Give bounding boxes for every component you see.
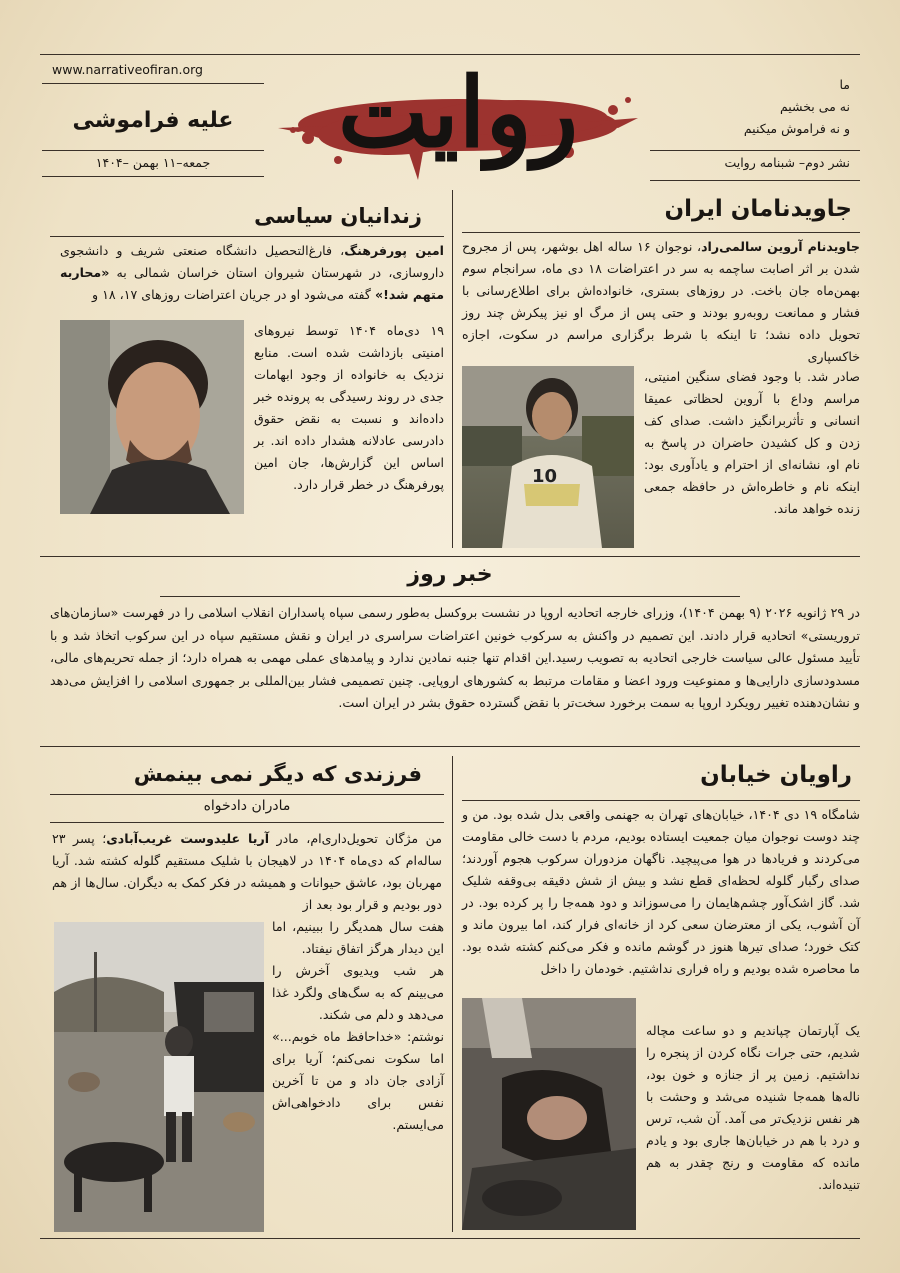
rule: [462, 800, 860, 801]
street-body-top: شامگاه ۱۹ دی ۱۴۰۴، خیابان‌های تهران به جهنمی واقعی بدل شده بود. من و چند دوست نوجوان میان جمعیت ایستاده بودیم، مردم با دست خالی مقاومت می‌کردند و فریادها در هوا می‌پیچید. ناگهان مزدوران سرکوب هجوم آوردند؛ صدای رگبار گلوله لحظه‌ای قطع نشد و بیش از شش دقیقه بی‌وقفه شلیک شد. گاز اشک‌آور چشم‌هایمان را می‌سوزاند و دود همه‌جا را پر کرده بود. در آن آشوب، یکی از معترضان سعی کرد از خانه‌ای فرار کند، اما بیرون ماند و کتک خورد؛ صدای تیرها هنوز در گوشم مانده و فکر می‌کنم کشته شده بود. ما محاصره شده بودیم و راه فراری نداشتیم. خودمان را داخل: [462, 807, 860, 976]
motto-line: نه می بخشیم: [779, 99, 850, 114]
mothers-text: ؛ پسر ۲۳ ساله‌ام که دی‌ماه ۱۴۰۴ در لاهیجان با شلیک مستقیم گلوله کشته شد. آریا مهربان بود، عاشق حیوانات و همیشه در فکر کمک به دیگران. سال‌ها از هم دور بودیم و قرار بود بعد از: [52, 831, 442, 912]
motto-line: و نه فراموش میکنیم: [743, 121, 850, 136]
logo: [268, 40, 648, 200]
rule: [50, 822, 444, 823]
mothers-side-para: نوشتم: «خداحافظ ماه خوبم...» اما سکوت نمی‌کنم؛ آریا برای آزادی جان داد و من تا آخرین نفس برای دادخواهی‌اش می‌ایستم.: [272, 1029, 444, 1132]
edition: نشر دوم– شبنامه روایت: [724, 155, 850, 170]
rule: [160, 596, 740, 597]
rule: [462, 232, 860, 233]
martyrs-body-side: صادر شد. با وجود فضای سنگین امنیتی، مراسم وداع با آروین لحظاتی عمیقا انسانی و تأثربرانگیز داشت. صدای کف زدن و کل کشیدن حاضران در پاسخ به نام او، نشانه‌ای از احترام و یادآوری بود: اینکه نام و خاطره‌اش در حافظه جمعی زنده خواهد ماند.: [644, 369, 860, 516]
rule: [50, 236, 444, 237]
prisoner-name: امین پورفرهنگ: [344, 243, 444, 258]
prisoners-body-top: [60, 240, 444, 306]
martyrs-title: جاویدنامان ایران: [664, 196, 852, 222]
mothers-text: من مژگان تحویل‌داری‌ام، مادر: [269, 831, 442, 846]
prisoners-body-side: ۱۹ دی‌ماه ۱۴۰۴ توسط نیروهای امنیتی بازداشت شده است. منابع نزدیک به خانواده از وجود ابهامات جدی در روند رسیدگی به پرونده خبر داده‌اند و نسبت به نقض حقوق دادرسی عادلانه هشدار داده اند. بر اساس این گزارش‌ها، جان امین پورفرهنگ در خطر قرار دارد.: [254, 323, 444, 492]
rule: [650, 180, 860, 181]
martyrs-text: ، نوجوان ۱۶ ساله اهل بوشهر، پس از مجروح شدن بر اثر اصابت ساچمه به سر در اعتراضات ۱۸ دی ماه، سرانجام سوم بهمن‌ماه جان باخت. در روزهای بستری، خانواده‌اش برای اطلاع‌رسانی با فشار و ممانعت روبه‌رو بودند و حتی پس از مرگ او نیز پیکرش چند روز تحویل داده نشد؛ تا اینکه با شرط برگزاری مراسم در سکوت، اجازه خاکسپاری: [462, 239, 860, 364]
martyr-photo: [462, 366, 634, 548]
rule: [50, 794, 444, 795]
rule: [40, 746, 860, 747]
mothers-body-side: [272, 916, 444, 1136]
street-photo: [462, 998, 636, 1230]
rule: [40, 556, 860, 557]
against-forgetting: علیه فراموشی: [72, 108, 234, 133]
rule: [42, 83, 264, 84]
martyr-name-lead: جاویدنام: [802, 239, 860, 254]
bottom-rule: [40, 1238, 860, 1239]
mothers-side-para: هفت سال همدیگر را ببینیم، اما این دیدار هرگز اتفاق نیفتاد.: [272, 919, 444, 956]
column-rule: [452, 756, 453, 1232]
martyrs-body-top: [462, 236, 860, 368]
prisoners-text: ، فارغ‌التحصیل دانشگاه صنعتی شریف و دانشجوی داروسازی، در شهرستان شیروان استان خراسان شمالی به: [60, 243, 444, 280]
prisoners-title: زندانیان سیاسی: [254, 204, 422, 228]
mothers-subtitle: مادران دادخواه: [203, 798, 291, 814]
logo-text: روایت: [337, 56, 579, 169]
prisoner-photo: [60, 320, 244, 514]
victim-name: آریا علیدوست غریب‌آبادی: [106, 831, 270, 846]
news-body: در ۲۹ ژانویه ۲۰۲۶ (۹ بهمن ۱۴۰۴)، وزرای خارجه اتحادیه اروپا در نشست بروکسل به‌طور رسمی سپاه پاسداران انقلاب اسلامی را در فهرست «سازمان‌های تروریستی» اتحادیه قرار دادند. این تصمیم در واکنش به سرکوب خونین اعتراضات سراسری در ایران و نقش مستقیم سپاه در این سرکوب اتخاذ شد و با تأیید مسئول عالی سیاست خارجی اتحادیه به تصویب رسید.این اقدام تنها جنبه نمادین ندارد و پیامدهای عملی مهمی به همراه دارد؛ از جمله تحریم‌های مالی، مسدودسازی دارایی‌ها و ممنوعیت ورود اعضا و مقامات مرتبط به کشورهای اروپایی. چنین تصمیمی فشار بین‌المللی بر جمهوری اسلامی را افزایش می‌دهد و نشان‌دهنده تغییر رویکرد اروپا به سمت برخورد سخت‌تر با نقض گسترده حقوق بشر در ایران است.: [50, 605, 861, 710]
mothers-body-top: [52, 828, 442, 916]
jersey-number: 10: [532, 466, 558, 487]
mothers-title: فرزندی که دیگر نمی بینمش: [133, 762, 422, 786]
mothers-side-para: هر شب ویدیوی آخرش را می‌بینم که به سگ‌های ولگرد غذا می‌دهد و دلم می شکند.: [272, 963, 444, 1022]
column-rule: [452, 190, 453, 548]
rule: [42, 150, 264, 151]
prisoners-text: گفته می‌شود او در جریان اعتراضات روزهای ۱۷، ۱۸ و: [92, 287, 375, 302]
rule: [42, 176, 264, 177]
issue-date: جمعه–۱۱ بهمن –۱۴۰۴: [95, 155, 211, 170]
website-link[interactable]: www.narrativeofiran.org: [52, 62, 203, 77]
mothers-photo: [54, 922, 264, 1232]
rule: [650, 150, 860, 151]
motto: [744, 74, 850, 140]
martyr-name: آروین سالمی‌راد: [701, 239, 803, 254]
street-title: راویان خیابان: [700, 762, 852, 788]
prisoner-charge: «محاربه متهم شد!»: [60, 265, 444, 302]
news-title: خبر روز: [407, 562, 493, 587]
motto-line: ما: [839, 77, 850, 92]
street-body-side: یک آپارتمان چپاندیم و دو ساعت مچاله شدیم، حتی جرات نگاه کردن از پنجره را نداشتیم. زمین پر از جنازه و خون بود، ناله‌ها همه‌جا شنیده می‌شد و وحشت با هر نفس نزدیک‌تر می آمد. آن شب، ترس و درد با هم در خیابان‌ها جاری بود و یادم مانده که مقاومت و رنج چقدر به هم تنیده‌اند.: [646, 1023, 860, 1192]
